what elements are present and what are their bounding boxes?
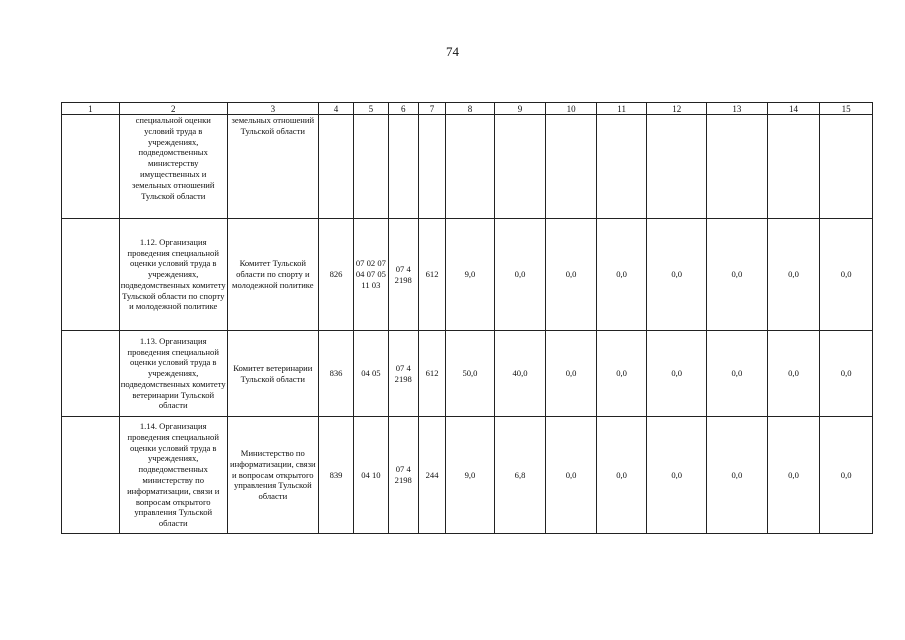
cell-rzpr: 07 02 07 04 07 05 11 03 bbox=[354, 219, 388, 331]
column-header: 12 bbox=[647, 103, 707, 115]
cell-value: 0,0 bbox=[767, 331, 820, 417]
cell-csr bbox=[388, 115, 418, 219]
cell-executor: Министерство по информатизации, связи и вопросам открытого управления Тульской области bbox=[227, 417, 318, 534]
cell-vr: 612 bbox=[418, 331, 445, 417]
cell-vr: 612 bbox=[418, 219, 445, 331]
column-header: 2 bbox=[119, 103, 227, 115]
cell-value: 6,8 bbox=[494, 417, 546, 534]
cell-grbs: 839 bbox=[318, 417, 353, 534]
column-number-row bbox=[62, 103, 873, 115]
cell-value: 0,0 bbox=[647, 417, 707, 534]
page-number: 74 bbox=[446, 44, 459, 59]
cell-value bbox=[647, 115, 707, 219]
column-header: 6 bbox=[388, 103, 418, 115]
column-header: 5 bbox=[354, 103, 388, 115]
cell-executor: Комитет Тульской области по спорту и молодежной политике bbox=[227, 219, 318, 331]
cell-rzpr bbox=[354, 115, 388, 219]
cell-activity: специальной оценки условий труда в учреждениях, подведомственных министерству имущественных и земельных отношений Тульской области bbox=[119, 115, 227, 219]
cell-value: 0,0 bbox=[647, 219, 707, 331]
column-header: 11 bbox=[596, 103, 647, 115]
column-header: 7 bbox=[418, 103, 445, 115]
cell-value: 0,0 bbox=[494, 219, 546, 331]
cell-value: 0,0 bbox=[707, 331, 768, 417]
column-header: 13 bbox=[707, 103, 768, 115]
cell-executor: земельных отношений Тульской области bbox=[227, 115, 318, 219]
table-row bbox=[62, 219, 873, 331]
cell-rzpr: 04 10 bbox=[354, 417, 388, 534]
cell-number bbox=[62, 331, 120, 417]
column-header: 14 bbox=[767, 103, 820, 115]
column-header: 4 bbox=[318, 103, 353, 115]
column-header: 1 bbox=[62, 103, 120, 115]
cell-value: 0,0 bbox=[546, 331, 597, 417]
cell-value: 0,0 bbox=[546, 417, 597, 534]
cell-value: 0,0 bbox=[647, 331, 707, 417]
cell-value: 0,0 bbox=[820, 219, 873, 331]
cell-value bbox=[767, 115, 820, 219]
cell-value: 9,0 bbox=[446, 417, 495, 534]
cell-number bbox=[62, 417, 120, 534]
cell-value: 0,0 bbox=[707, 417, 768, 534]
cell-number bbox=[62, 219, 120, 331]
cell-value bbox=[546, 115, 597, 219]
column-header: 8 bbox=[446, 103, 495, 115]
cell-value: 0,0 bbox=[820, 331, 873, 417]
budget-table bbox=[61, 102, 873, 534]
cell-csr: 07 4 2198 bbox=[388, 417, 418, 534]
cell-value bbox=[446, 115, 495, 219]
table-row bbox=[62, 115, 873, 219]
cell-value bbox=[707, 115, 768, 219]
cell-value: 0,0 bbox=[596, 417, 647, 534]
cell-executor: Комитет ветеринарии Тульской области bbox=[227, 331, 318, 417]
cell-value: 0,0 bbox=[767, 417, 820, 534]
cell-value: 0,0 bbox=[707, 219, 768, 331]
cell-activity: 1.14. Организация проведения специальной оценки условий труда в учреждениях, подведомственных министерству по информатизации, связи и вопросам открытого управления Тульской области bbox=[119, 417, 227, 534]
cell-value bbox=[494, 115, 546, 219]
cell-value: 0,0 bbox=[820, 417, 873, 534]
cell-value: 0,0 bbox=[596, 219, 647, 331]
cell-grbs: 836 bbox=[318, 331, 353, 417]
cell-value: 0,0 bbox=[767, 219, 820, 331]
cell-csr: 07 4 2198 bbox=[388, 219, 418, 331]
column-header: 10 bbox=[546, 103, 597, 115]
cell-vr: 244 bbox=[418, 417, 445, 534]
cell-value: 0,0 bbox=[546, 219, 597, 331]
cell-vr bbox=[418, 115, 445, 219]
cell-value: 40,0 bbox=[494, 331, 546, 417]
cell-activity: 1.13. Организация проведения специальной оценки условий труда в учреждениях, подведомственных комитету ветеринарии Тульской области bbox=[119, 331, 227, 417]
cell-grbs: 826 bbox=[318, 219, 353, 331]
cell-value bbox=[820, 115, 873, 219]
cell-value: 9,0 bbox=[446, 219, 495, 331]
column-header: 9 bbox=[494, 103, 546, 115]
column-header: 15 bbox=[820, 103, 873, 115]
cell-value bbox=[596, 115, 647, 219]
table-row bbox=[62, 331, 873, 417]
cell-grbs bbox=[318, 115, 353, 219]
column-header: 3 bbox=[227, 103, 318, 115]
cell-rzpr: 04 05 bbox=[354, 331, 388, 417]
cell-value: 50,0 bbox=[446, 331, 495, 417]
table-row bbox=[62, 417, 873, 534]
cell-value: 0,0 bbox=[596, 331, 647, 417]
cell-number bbox=[62, 115, 120, 219]
cell-activity: 1.12. Организация проведения специальной оценки условий труда в учреждениях, подведомственных комитету Тульской области по спорту и молодежной политике bbox=[119, 219, 227, 331]
cell-csr: 07 4 2198 bbox=[388, 331, 418, 417]
